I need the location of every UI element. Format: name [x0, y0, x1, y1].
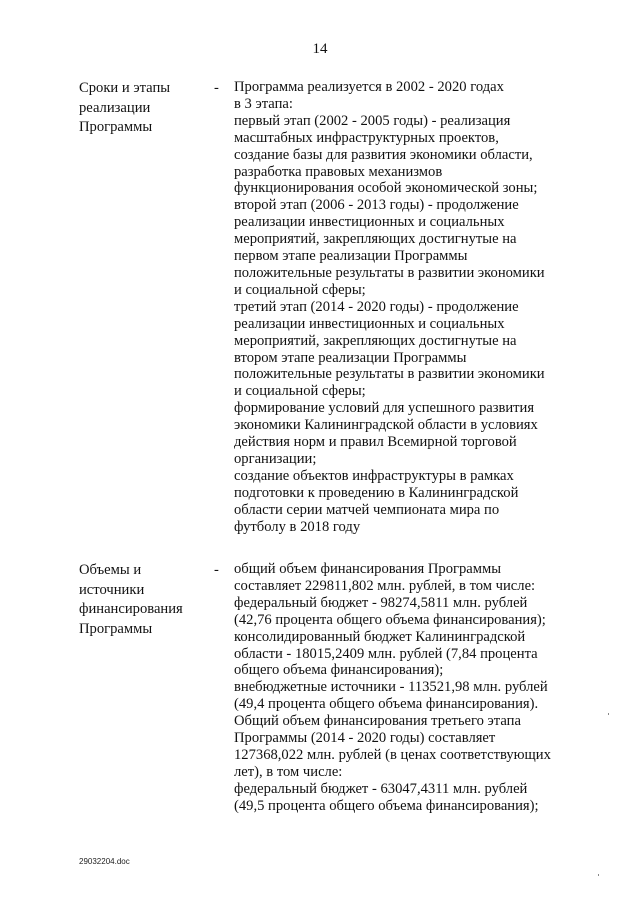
text-line: лет), в том числе:: [234, 763, 343, 780]
text-line: первый этап (2002 - 2005 годы) - реализация: [234, 112, 511, 129]
text-line: (42,76 процента общего объема финансирования);: [234, 611, 546, 628]
text-line: составляет 229811,802 млн. рублей, в том числе:: [234, 577, 536, 594]
text-line: федеральный бюджет - 63047,4311 млн. рублей: [234, 780, 528, 797]
text-line: области серии матчей чемпионата мира по: [234, 501, 500, 518]
text-line: положительные результаты в развитии экономики: [234, 366, 545, 383]
text-line: мероприятий, закрепляющих достигнутые на: [234, 231, 517, 248]
text-line: и социальной сферы;: [234, 383, 366, 400]
section-label: Объемы и источники финансирования Программы: [79, 562, 183, 637]
text-line: подготовки к проведению в Калининградской: [234, 484, 519, 501]
text-line: Программы (2014 - 2020 годы) составляет: [234, 730, 496, 747]
text-line: в 3 этапа:: [234, 95, 293, 112]
text-line: Программа реализуется в 2002 - 2020 годах: [234, 79, 504, 95]
text-line: создание базы для развития экономики области,: [234, 146, 533, 163]
text-line: разработка правовых механизмов: [234, 163, 443, 180]
text-line: и социальной сферы;: [234, 281, 366, 298]
section-label: Сроки и этапы реализации Программы: [79, 80, 171, 135]
text-line: второй этап (2006 - 2013 годы) - продолжение: [234, 197, 519, 214]
text-line: 127368,022 млн. рублей (в ценах соответствующих: [234, 746, 551, 763]
text-line: федеральный бюджет - 98274,5811 млн. рублей: [234, 594, 528, 611]
section-dash: -: [214, 562, 219, 578]
text-line: мероприятий, закрепляющих достигнутые на: [234, 332, 517, 349]
text-line: реализации инвестиционных и социальных: [234, 214, 505, 231]
text-line: (49,5 процента общего объема финансирования);: [234, 797, 539, 814]
text-line: консолидированный бюджет Калининградской: [234, 628, 526, 645]
text-line: организации;: [234, 450, 317, 467]
text-line: первом этапе реализации Программы: [234, 248, 468, 265]
text-line: общий объем финансирования Программы: [234, 561, 502, 577]
text-line: области - 18015,2409 млн. рублей (7,84 процента: [234, 645, 538, 662]
text-line: положительные результаты в развитии экономики: [234, 264, 545, 281]
page-number: 14: [312, 41, 328, 57]
text-line: третий этап (2014 - 2020 годы) - продолжение: [234, 298, 519, 315]
scan-speck: [608, 713, 609, 715]
section-body: [234, 79, 594, 535]
text-line: реализации инвестиционных и социальных: [234, 315, 505, 332]
text-line: создание объектов инфраструктуры в рамках: [234, 467, 514, 484]
text-line: общего объема финансирования);: [234, 662, 444, 679]
text-line: внебюджетные источники - 113521,98 млн. рублей: [234, 679, 548, 696]
text-line: функционирования особой экономической зоны;: [234, 180, 538, 197]
text-line: экономики Калининградской области в условиях: [234, 417, 538, 434]
footer-filename: 29032204.doc: [79, 857, 130, 866]
text-line: втором этапе реализации Программы: [234, 349, 467, 366]
text-line: футболу в 2018 году: [234, 518, 361, 535]
text-line: масштабных инфраструктурных проектов,: [234, 129, 499, 146]
section-dash: -: [214, 80, 219, 96]
section-body: [234, 561, 594, 815]
scan-speck: [598, 874, 599, 876]
text-line: формирование условий для успешного развития: [234, 400, 535, 417]
text-line: Общий объем финансирования третьего этапа: [234, 713, 521, 730]
text-line: (49,4 процента общего объема финансирования).: [234, 696, 539, 713]
text-line: действия норм и правил Всемирной торговой: [234, 434, 517, 451]
